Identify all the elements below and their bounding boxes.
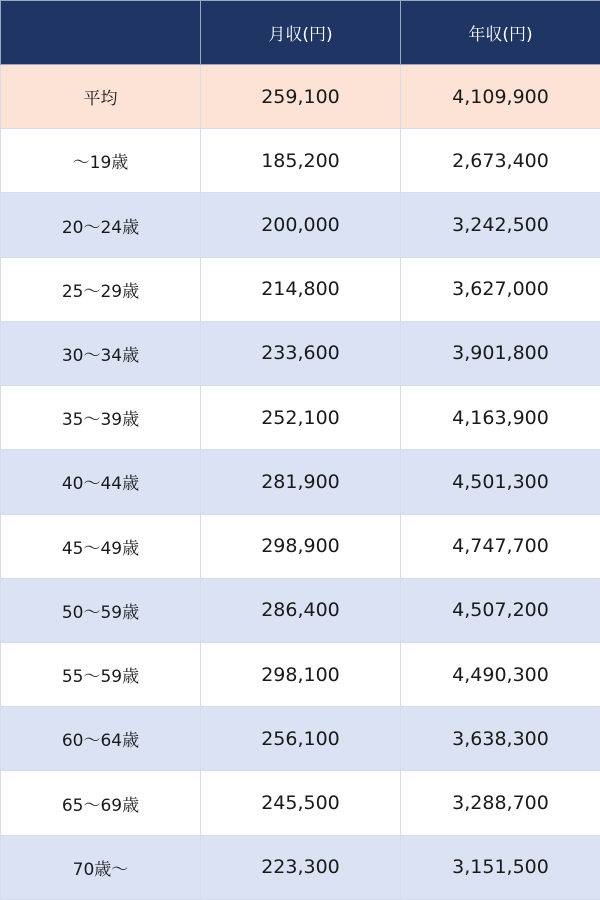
monthly-income-value: 281,900 bbox=[201, 450, 401, 514]
annual-income-value: 3,627,000 bbox=[401, 257, 600, 321]
table-row bbox=[1, 642, 600, 706]
annual-income-value: 3,242,500 bbox=[401, 193, 600, 257]
monthly-income-value: 214,800 bbox=[201, 257, 401, 321]
monthly-income-value: 286,400 bbox=[201, 578, 401, 642]
table-row bbox=[1, 514, 600, 578]
age-label: 50～59歳 bbox=[1, 578, 201, 642]
annual-income-value: 4,163,900 bbox=[401, 386, 600, 450]
header-row bbox=[1, 1, 600, 65]
table-row bbox=[1, 386, 600, 450]
table-row bbox=[1, 771, 600, 835]
monthly-income-value: 298,100 bbox=[201, 642, 401, 706]
table-row bbox=[1, 450, 600, 514]
annual-income-value: 4,507,200 bbox=[401, 578, 600, 642]
age-label: 60～64歳 bbox=[1, 707, 201, 771]
age-label: 40～44歳 bbox=[1, 450, 201, 514]
table-row bbox=[1, 129, 600, 193]
table-body bbox=[1, 65, 600, 900]
monthly-income-value: 200,000 bbox=[201, 193, 401, 257]
age-label: 25～29歳 bbox=[1, 257, 201, 321]
age-label: 70歳～ bbox=[1, 835, 201, 899]
table-row bbox=[1, 321, 600, 385]
annual-income-value: 3,901,800 bbox=[401, 321, 600, 385]
monthly-income-value: 256,100 bbox=[201, 707, 401, 771]
annual-income-value: 4,501,300 bbox=[401, 450, 600, 514]
age-label: 20～24歳 bbox=[1, 193, 201, 257]
table-row bbox=[1, 257, 600, 321]
age-label: 35～39歳 bbox=[1, 386, 201, 450]
header-monthly-income: 月収(円) bbox=[201, 1, 401, 65]
monthly-income-value: 223,300 bbox=[201, 835, 401, 899]
table-row bbox=[1, 193, 600, 257]
annual-income-value: 4,490,300 bbox=[401, 642, 600, 706]
monthly-income-value: 298,900 bbox=[201, 514, 401, 578]
header-age-cell bbox=[1, 1, 201, 65]
table-row-average bbox=[1, 65, 600, 129]
annual-income-value: 4,747,700 bbox=[401, 514, 600, 578]
table-header bbox=[1, 1, 600, 65]
age-label: 平均 bbox=[1, 65, 201, 129]
age-label: 45～49歳 bbox=[1, 514, 201, 578]
monthly-income-value: 233,600 bbox=[201, 321, 401, 385]
age-label: ～19歳 bbox=[1, 129, 201, 193]
annual-income-value: 2,673,400 bbox=[401, 129, 600, 193]
table-row bbox=[1, 578, 600, 642]
monthly-income-value: 259,100 bbox=[201, 65, 401, 129]
annual-income-value: 4,109,900 bbox=[401, 65, 600, 129]
age-label: 65～69歳 bbox=[1, 771, 201, 835]
table-row bbox=[1, 835, 600, 899]
monthly-income-value: 245,500 bbox=[201, 771, 401, 835]
monthly-income-value: 185,200 bbox=[201, 129, 401, 193]
age-label: 30～34歳 bbox=[1, 321, 201, 385]
header-annual-income: 年収(円) bbox=[401, 1, 600, 65]
annual-income-value: 3,288,700 bbox=[401, 771, 600, 835]
age-label: 55～59歳 bbox=[1, 642, 201, 706]
table-row bbox=[1, 707, 600, 771]
monthly-income-value: 252,100 bbox=[201, 386, 401, 450]
annual-income-value: 3,638,300 bbox=[401, 707, 600, 771]
annual-income-value: 3,151,500 bbox=[401, 835, 600, 899]
